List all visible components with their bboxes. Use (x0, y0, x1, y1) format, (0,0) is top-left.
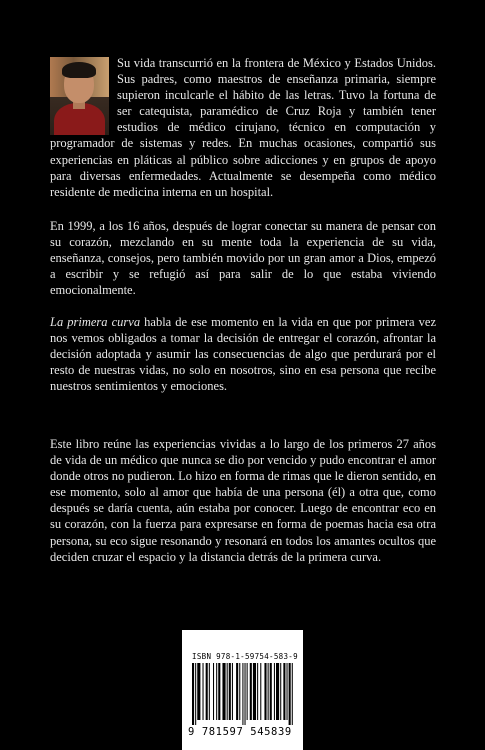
barcode-digits: 9 781597 545839 (188, 726, 292, 738)
paragraph-1999: En 1999, a los 16 años, después de lograr conectar su manera de pensar con su corazón, mezclando en su mente toda la experiencia de su vida, enseñanza, consejos, pero también movido por un gran amor a Dios, empezó a escribir y se refugió así para salir de lo que estaba viviendo emocionalmente. (50, 219, 436, 298)
paragraph-este-libro: Este libro reúne las experiencias vividas a lo largo de los primeros 27 años de vida de un médico que nunca se dio por vencido y pudo encontrar el amor donde otros no pudieron. Lo hizo en forma de rimas que le dieron sentido, en ese momento, solo al amor que había de una persona (él) a otra que, como después se daría cuenta, aún estaba por conocer. Luego de encontrar eco en su corazón, con la fuerza para expresarse en forma de poemas hacia esa otra persona, su eco sigue resonando y resonará en todos los amantes ocultos que deciden cruzar el espacio y la distancia detrás de la primera curva. (50, 437, 437, 564)
book-title-italic: La primera curva (50, 315, 141, 329)
isbn-barcode (182, 630, 303, 750)
barcode-bars (192, 663, 293, 725)
paragraph-la-primera-curva: La primera curva habla de ese momento en la vida en que por primera vez nos vemos obligados a tomar la decisión de entregar el corazón, afrontar la decisión adoptada y asumir las consecuencias de algo que perdurará por el resto de nuestras vidas, no solo en nosotros, sino en esa persona que recibe nuestros sentimientos y emociones. (50, 315, 436, 394)
author-bio: Su vida transcurrió en la frontera de México y Estados Unidos. Sus padres, como maestros de enseñanza primaria, siempre supieron inculcarle el hábito de las letras. Tuvo la fortuna de ser catequista, paramédico de Cruz Roja y también tener estudios de médico cirujano, técnico en computación y programador de sistemas y redes. En muchas ocasiones, compartió sus experiencias en pláticas al público sobre adicciones y en grupos de apoyo para diversas enfermedades. Actualmente se desempeña como médico residente de medicina interna en un hospital. (50, 56, 436, 199)
isbn-label: ISBN 978-1-59754-583-9 (192, 652, 298, 661)
